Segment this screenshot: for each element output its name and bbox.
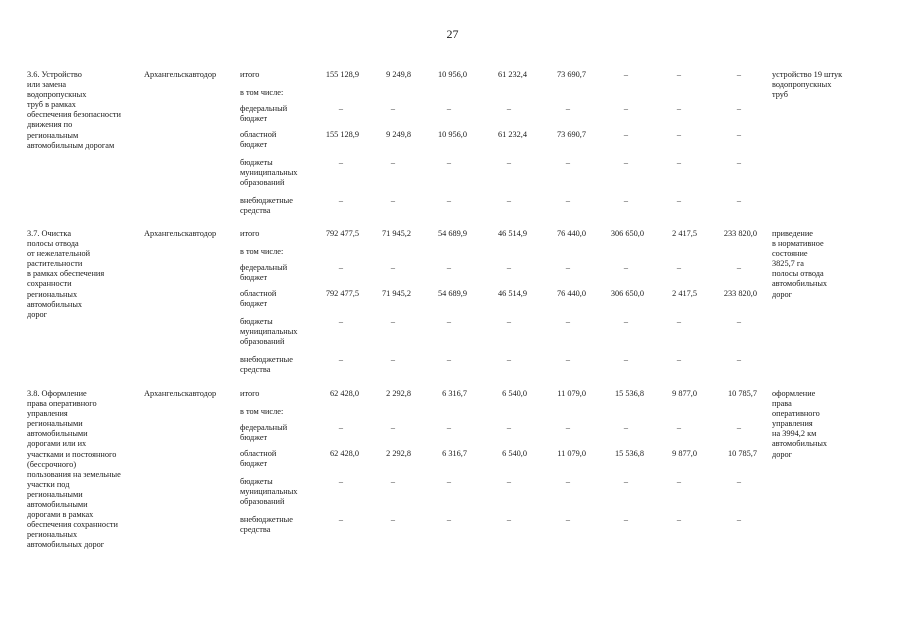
table-cell: –: [338, 515, 344, 524]
table-cell: –: [565, 355, 571, 364]
executor: Архангельскавтодор: [144, 389, 217, 398]
table-cell: –: [565, 477, 571, 486]
table-cell: 61 232,4: [497, 70, 527, 79]
table-cell: 233 820,0: [723, 229, 757, 238]
table-cell: 76 440,0: [556, 289, 586, 298]
table-cell: –: [623, 423, 629, 432]
table-cell: 54 689,9: [437, 229, 467, 238]
table-cell: –: [565, 263, 571, 272]
funding-source-label: в том числе:: [240, 88, 284, 97]
table-cell: –: [390, 104, 396, 113]
activity-name: 3.6. Устройство или замена водопропускных труб в рамках обеспечения безопасности движения по региональным автомобильным дорогам: [27, 70, 121, 150]
table-cell: –: [338, 263, 344, 272]
table-cell: –: [446, 477, 452, 486]
table-cell: –: [446, 158, 452, 167]
table-cell: –: [736, 158, 742, 167]
table-cell: 10 956,0: [437, 130, 467, 139]
funding-source-label: федеральный бюджет: [240, 104, 288, 124]
funding-source-label: в том числе:: [240, 407, 284, 416]
table-cell: –: [736, 423, 742, 432]
table-cell: –: [623, 158, 629, 167]
table-cell: –: [565, 515, 571, 524]
table-cell: –: [676, 70, 682, 79]
table-cell: 11 079,0: [557, 389, 586, 398]
table-cell: –: [338, 423, 344, 432]
table-cell: 46 514,9: [497, 289, 527, 298]
table-cell: 6 316,7: [442, 389, 467, 398]
table-cell: –: [736, 317, 742, 326]
table-cell: –: [446, 355, 452, 364]
table-cell: –: [390, 196, 396, 205]
table-cell: –: [565, 158, 571, 167]
table-cell: –: [623, 515, 629, 524]
table-cell: –: [623, 196, 629, 205]
table-cell: –: [446, 423, 452, 432]
table-cell: –: [446, 196, 452, 205]
table-cell: 10 785,7: [727, 449, 757, 458]
table-cell: –: [338, 196, 344, 205]
table-cell: –: [623, 104, 629, 113]
table-cell: –: [623, 355, 629, 364]
funding-source-label: бюджеты муниципальных образований: [240, 317, 298, 347]
table-cell: –: [676, 355, 682, 364]
table-cell: 792 477,5: [325, 229, 359, 238]
table-cell: 46 514,9: [497, 229, 527, 238]
table-cell: –: [565, 104, 571, 113]
funding-source-label: в том числе:: [240, 247, 284, 256]
table-cell: –: [736, 130, 742, 139]
table-cell: –: [390, 317, 396, 326]
funding-source-label: бюджеты муниципальных образований: [240, 158, 298, 188]
table-cell: 9 877,0: [672, 389, 697, 398]
table-cell: 11 079,0: [557, 449, 586, 458]
table-cell: 9 877,0: [672, 449, 697, 458]
table-cell: –: [446, 515, 452, 524]
table-cell: 306 650,0: [610, 229, 644, 238]
table-cell: –: [390, 515, 396, 524]
expected-result: устройство 19 штук водопропускных труб: [772, 70, 843, 100]
table-cell: –: [506, 477, 512, 486]
table-cell: 306 650,0: [610, 289, 644, 298]
table-cell: –: [390, 158, 396, 167]
funding-source-label: внебюджетные средства: [240, 515, 293, 535]
funding-source-label: итого: [240, 389, 260, 398]
table-cell: –: [623, 263, 629, 272]
table-cell: –: [736, 263, 742, 272]
table-cell: –: [446, 317, 452, 326]
table-cell: –: [676, 130, 682, 139]
table-cell: –: [676, 477, 682, 486]
table-cell: –: [676, 515, 682, 524]
table-cell: 9 249,8: [386, 130, 411, 139]
table-cell: –: [390, 477, 396, 486]
table-cell: –: [506, 515, 512, 524]
funding-source-label: федеральный бюджет: [240, 263, 288, 283]
table-cell: 792 477,5: [325, 289, 359, 298]
table-cell: –: [506, 423, 512, 432]
table-cell: –: [736, 70, 742, 79]
funding-source-label: областной бюджет: [240, 130, 277, 150]
table-cell: –: [623, 317, 629, 326]
table-cell: –: [736, 477, 742, 486]
table-cell: –: [676, 158, 682, 167]
table-cell: –: [446, 263, 452, 272]
table-cell: 15 536,8: [614, 389, 644, 398]
table-cell: 6 316,7: [442, 449, 467, 458]
table-cell: 6 540,0: [502, 449, 527, 458]
table-cell: –: [390, 423, 396, 432]
expected-result: приведение в нормативное состояние 3825,7 га полосы отвода автомобильных дорог: [772, 229, 828, 299]
table-cell: 76 440,0: [556, 229, 586, 238]
table-cell: 10 785,7: [727, 389, 757, 398]
table-cell: –: [506, 104, 512, 113]
activity-name: 3.8. Оформление права оперативного управления региональными автомобильными дорогами или их участками и постоянного (бессрочного) пользования на земельные участки под региональными автомобильными дорогами в рамках обеспечения сохранности региональных автомобильных дорог: [27, 389, 121, 550]
table-cell: –: [338, 317, 344, 326]
table-cell: –: [565, 423, 571, 432]
table-cell: –: [565, 317, 571, 326]
funding-source-label: бюджеты муниципальных образований: [240, 477, 298, 507]
table-cell: –: [736, 355, 742, 364]
table-cell: –: [676, 263, 682, 272]
table-cell: –: [506, 196, 512, 205]
table-cell: 9 249,8: [386, 70, 411, 79]
table-cell: –: [676, 104, 682, 113]
funding-source-label: итого: [240, 229, 260, 238]
table-cell: 73 690,7: [556, 130, 586, 139]
funding-source-label: областной бюджет: [240, 289, 277, 309]
table-cell: –: [446, 104, 452, 113]
table-cell: –: [736, 104, 742, 113]
table-cell: 2 292,8: [386, 449, 411, 458]
table-cell: 62 428,0: [329, 449, 359, 458]
table-cell: 2 417,5: [672, 229, 697, 238]
table-cell: 71 945,2: [381, 229, 411, 238]
table-cell: 155 128,9: [325, 130, 359, 139]
table-cell: –: [623, 70, 629, 79]
table-cell: –: [736, 196, 742, 205]
table-cell: 15 536,8: [614, 449, 644, 458]
table-cell: –: [506, 263, 512, 272]
table-cell: 62 428,0: [329, 389, 359, 398]
table-cell: –: [676, 196, 682, 205]
table-cell: –: [390, 355, 396, 364]
table-cell: 155 128,9: [325, 70, 359, 79]
table-cell: –: [338, 355, 344, 364]
table-cell: –: [506, 355, 512, 364]
table-cell: 73 690,7: [556, 70, 586, 79]
table-cell: 233 820,0: [723, 289, 757, 298]
funding-source-label: областной бюджет: [240, 449, 277, 469]
funding-source-label: внебюджетные средства: [240, 196, 293, 216]
table-cell: –: [506, 158, 512, 167]
table-cell: 54 689,9: [437, 289, 467, 298]
table-cell: 61 232,4: [497, 130, 527, 139]
funding-source-label: внебюджетные средства: [240, 355, 293, 375]
activity-name: 3.7. Очистка полосы отвода от нежелательной растительности в рамках обеспечения сохранности региональных автомобильных дорог: [27, 229, 105, 319]
page-number: 27: [446, 27, 459, 41]
table-cell: 2 292,8: [386, 389, 411, 398]
executor: Архангельскавтодор: [144, 229, 217, 238]
table-cell: –: [338, 104, 344, 113]
table-cell: 6 540,0: [502, 389, 527, 398]
table-cell: 2 417,5: [672, 289, 697, 298]
table-cell: –: [506, 317, 512, 326]
funding-source-label: итого: [240, 70, 260, 79]
table-cell: –: [623, 130, 629, 139]
table-cell: –: [623, 477, 629, 486]
table-cell: –: [676, 317, 682, 326]
executor: Архангельскавтодор: [144, 70, 217, 79]
table-cell: 71 945,2: [381, 289, 411, 298]
table-cell: –: [338, 158, 344, 167]
table-cell: –: [565, 196, 571, 205]
table-cell: –: [676, 423, 682, 432]
expected-result: оформление права оперативного управления на 3994,2 км автомобильных дорог: [772, 389, 828, 459]
table-cell: 10 956,0: [437, 70, 467, 79]
funding-source-label: федеральный бюджет: [240, 423, 288, 443]
table-cell: –: [338, 477, 344, 486]
table-cell: –: [390, 263, 396, 272]
table-cell: –: [736, 515, 742, 524]
